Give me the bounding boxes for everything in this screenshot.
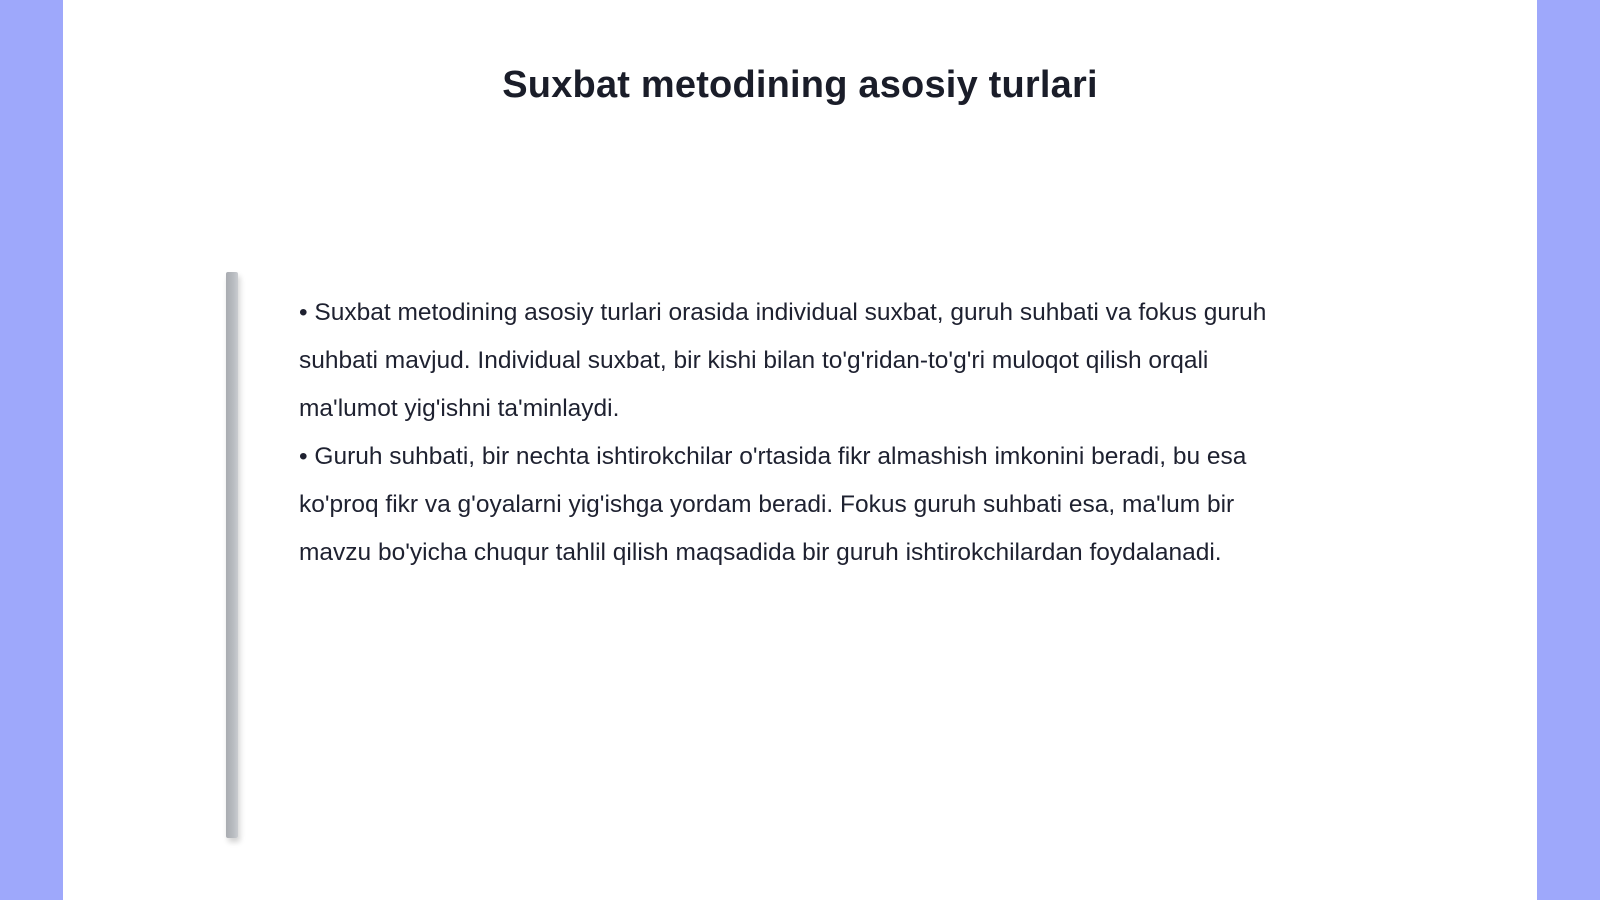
slide <box>63 0 1537 900</box>
bullet-paragraph-1: • Suxbat metodining asosiy turlari orasida individual suxbat, guruh suhbati va fokus guruh suhbati mavjud. Individual suxbat, bir kishi bilan to'g'ridan-to'g'ri muloqot qilish orqali ma'lumot yig'ishni ta'minlaydi. <box>299 299 1267 422</box>
accent-bar <box>226 272 238 838</box>
bullet-paragraph-2: • Guruh suhbati, bir nechta ishtirokchilar o'rtasida fikr almashish imkonini beradi, bu esa ko'proq fikr va g'oyalarni yig'ishga yordam beradi. Fokus guruh suhbati esa, ma'lum bir mavzu bo'yicha chuqur tahlil qilish maqsadida bir guruh ishtirokchilardan foydalanadi. <box>299 443 1247 566</box>
slide-body <box>299 289 1299 577</box>
slide-title: Suxbat metodining asosiy turlari <box>502 64 1098 106</box>
